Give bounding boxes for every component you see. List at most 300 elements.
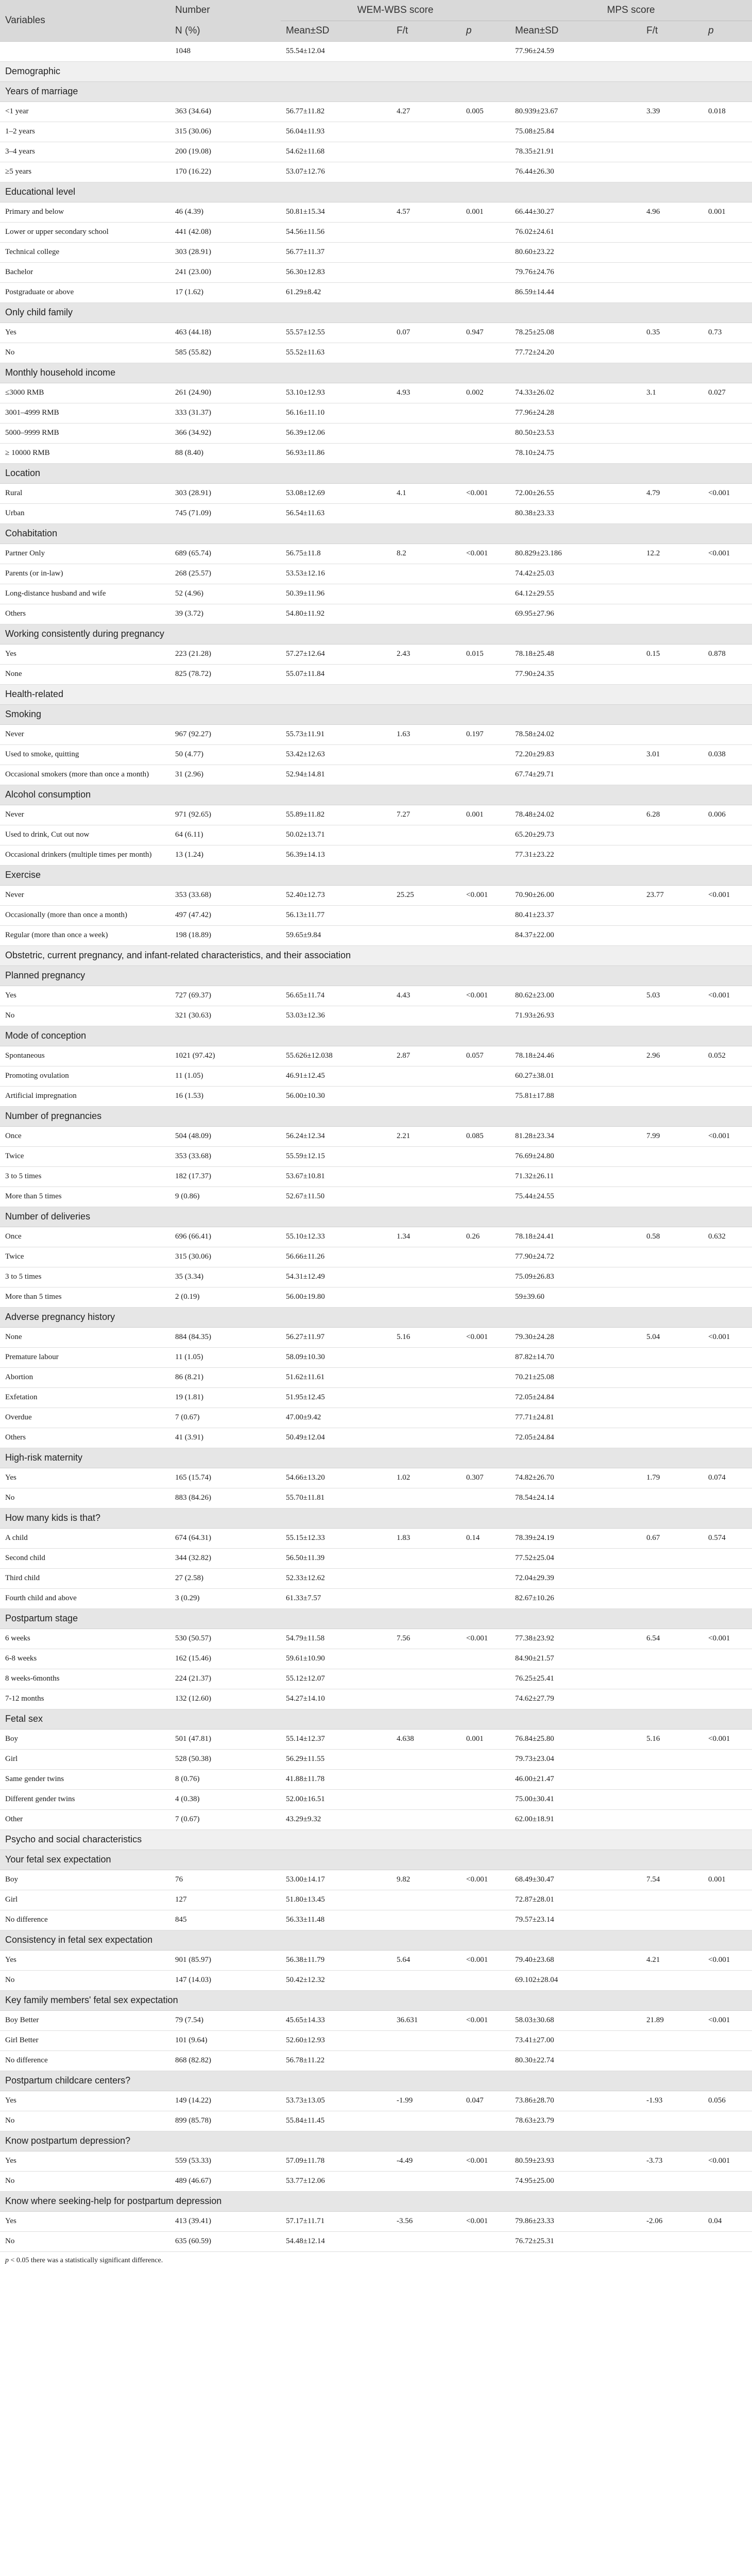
cell-mps-f-t	[641, 122, 703, 142]
table-row	[0, 1809, 752, 1829]
footnote-text: < 0.05 there was a statistically significant difference.	[9, 2256, 163, 2264]
table-row	[0, 483, 752, 503]
cell-wem-f-t: -1.99	[397, 2096, 413, 2105]
cell-variable: Same gender twins	[5, 1775, 64, 1783]
table-row	[0, 1166, 752, 1187]
table-row	[0, 1729, 752, 1749]
table-row	[0, 2091, 752, 2111]
cell-wem-f-t: 1.02	[397, 1473, 411, 1482]
cell-n-percent: 88 (8.40)	[175, 449, 203, 457]
header-mps-p-symbol: p	[708, 25, 714, 36]
table-row	[0, 1890, 752, 1910]
cell-mps-f-t	[641, 162, 703, 182]
cell-n-percent: 463 (44.18)	[175, 328, 211, 336]
cell-variable: No	[5, 1976, 15, 1984]
table-row	[0, 584, 752, 604]
table-row	[0, 986, 752, 1006]
table-row	[0, 1528, 752, 1548]
cell-variable: Different gender twins	[5, 1795, 75, 1803]
cell-n-percent: 86 (8.21)	[175, 1373, 203, 1381]
cell-wem-mean-sd: 61.33±7.57	[286, 1594, 321, 1602]
subsection-label: High-risk maternity	[5, 1452, 83, 1463]
cell-variable: None	[5, 670, 22, 678]
cell-mps-mean-sd: 80.829±23.186	[515, 549, 562, 557]
cell-mps-mean-sd: 79.73±23.04	[515, 1755, 554, 1763]
section-label: Demographic	[5, 66, 61, 76]
cell-mps-mean-sd: 78.18±25.48	[515, 650, 554, 658]
cell-mps-f-t: 23.77	[646, 891, 664, 899]
cell-wem-f-t	[391, 905, 461, 925]
cell-variable: Girl	[5, 1895, 18, 1904]
cell-mps-f-t: 3.39	[646, 107, 660, 115]
cell-n-percent: 261 (24.90)	[175, 388, 211, 397]
cell-wem-mean-sd: 56.77±11.82	[286, 107, 325, 115]
cell-wem-mean-sd: 53.10±12.93	[286, 388, 325, 397]
cell-wem-f-t	[391, 1006, 461, 1026]
table-row	[0, 1347, 752, 1367]
cell-wem-mean-sd: 56.39±12.06	[286, 429, 325, 437]
cell-wem-f-t	[391, 2231, 461, 2251]
cell-mps-mean-sd: 78.39±24.19	[515, 1534, 554, 1542]
cell-variable: Lower or upper secondary school	[5, 228, 109, 236]
cell-wem-p	[461, 765, 510, 785]
cell-wem-f-t	[391, 1649, 461, 1669]
cell-wem-mean-sd: 61.29±8.42	[286, 288, 321, 296]
table-row	[0, 1267, 752, 1287]
cell-wem-p	[461, 825, 510, 845]
cell-variable: Yes	[5, 991, 16, 999]
cell-wem-p	[461, 2111, 510, 2131]
cell-mps-mean-sd: 77.71±24.81	[515, 1413, 554, 1421]
cell-wem-mean-sd: 53.77±12.06	[286, 2177, 325, 2185]
cell-wem-f-t: 5.16	[397, 1333, 411, 1341]
subsection-header-row	[0, 1207, 752, 1227]
cell-wem-f-t	[391, 282, 461, 302]
cell-mps-f-t	[641, 1428, 703, 1448]
cell-wem-mean-sd: 55.89±11.82	[286, 810, 325, 819]
section-header-row	[0, 1829, 752, 1850]
cell-wem-mean-sd: 52.40±12.73	[286, 891, 325, 899]
cell-wem-p	[461, 604, 510, 624]
subsection-header-row	[0, 363, 752, 383]
cell-mps-f-t	[641, 845, 703, 865]
cell-mps-mean-sd: 81.28±23.34	[515, 1132, 554, 1140]
cell-mps-p	[703, 1066, 752, 1086]
cell-mps-mean-sd: 72.05±24.84	[515, 1393, 554, 1401]
cell-mps-mean-sd: 74.82±26.70	[515, 1473, 554, 1482]
cell-n-percent: 35 (3.34)	[175, 1273, 203, 1281]
subsection-header-row	[0, 1990, 752, 2010]
cell-n-percent: 353 (33.68)	[175, 891, 211, 899]
cell-mps-f-t: 3.01	[646, 750, 660, 758]
cell-mps-f-t	[641, 765, 703, 785]
cell-mps-f-t	[641, 1086, 703, 1106]
cell-mps-p	[703, 604, 752, 624]
cell-wem-f-t	[391, 1749, 461, 1769]
cell-wem-f-t	[391, 1187, 461, 1207]
cell-mps-p: 0.632	[708, 1232, 726, 1241]
cell-variable: Promoting ovulation	[5, 1072, 69, 1080]
cell-mps-p	[703, 1146, 752, 1166]
cell-wem-f-t	[391, 443, 461, 463]
cell-wem-mean-sd: 56.77±11.37	[286, 248, 325, 256]
cell-mps-p: 0.878	[708, 650, 726, 658]
cell-wem-f-t: 7.27	[397, 810, 411, 819]
subsection-label: How many kids is that?	[5, 1513, 101, 1523]
cell-n-percent: 303 (28.91)	[175, 248, 211, 256]
cell-wem-f-t	[391, 1408, 461, 1428]
cell-mps-mean-sd: 79.76±24.76	[515, 268, 554, 276]
cell-n-percent: 689 (65.74)	[175, 549, 211, 557]
subsection-label: Consistency in fetal sex expectation	[5, 1935, 153, 1945]
table-row	[0, 805, 752, 825]
cell-wem-mean-sd: 54.27±14.10	[286, 1694, 325, 1703]
cell-wem-p	[461, 2030, 510, 2050]
cell-variable: Exfetation	[5, 1393, 38, 1401]
cell-mps-mean-sd: 78.18±24.46	[515, 1052, 554, 1060]
cell-mps-f-t	[641, 1166, 703, 1187]
cell-wem-p	[461, 41, 510, 61]
cell-wem-f-t: 1.34	[397, 1232, 411, 1241]
cell-mps-p: 0.074	[708, 1473, 726, 1482]
cell-wem-p: 0.307	[466, 1473, 484, 1482]
cell-wem-f-t	[391, 1568, 461, 1588]
cell-n-percent: 224 (21.37)	[175, 1674, 211, 1683]
cell-mps-mean-sd: 74.95±25.00	[515, 2177, 554, 2185]
subsection-header-row	[0, 624, 752, 644]
table-row	[0, 1287, 752, 1307]
cell-wem-mean-sd: 53.67±10.81	[286, 1172, 325, 1180]
footnote-p-symbol: p	[5, 2256, 9, 2264]
cell-mps-mean-sd: 75.08±25.84	[515, 127, 554, 135]
table-row	[0, 1910, 752, 1930]
cell-mps-mean-sd: 84.90±21.57	[515, 1654, 554, 1663]
footnote	[0, 2252, 752, 2265]
cell-wem-f-t	[391, 1387, 461, 1408]
cell-mps-mean-sd: 60.27±38.01	[515, 1072, 554, 1080]
cell-mps-mean-sd: 68.49±30.47	[515, 1875, 554, 1884]
subsection-header-row	[0, 81, 752, 101]
cell-mps-p	[703, 443, 752, 463]
cell-variable: Urban	[5, 509, 25, 517]
cell-variable: Yes	[5, 328, 16, 336]
cell-mps-f-t	[641, 1347, 703, 1367]
cell-wem-f-t	[391, 1488, 461, 1508]
table-row	[0, 101, 752, 122]
cell-variable: Boy Better	[5, 2016, 39, 2024]
header-wem-wbs-group: WEM-WBS score	[281, 0, 510, 21]
cell-mps-f-t	[641, 1287, 703, 1307]
cell-mps-f-t	[641, 1588, 703, 1608]
cell-n-percent: 11 (1.05)	[175, 1353, 203, 1361]
table-row	[0, 343, 752, 363]
cell-mps-mean-sd: 72.87±28.01	[515, 1895, 554, 1904]
cell-mps-mean-sd: 72.05±24.84	[515, 1433, 554, 1442]
cell-variable: Never	[5, 730, 24, 738]
cell-mps-p	[703, 765, 752, 785]
cell-mps-p: <0.001	[708, 2016, 730, 2024]
cell-mps-f-t	[641, 664, 703, 684]
cell-mps-f-t	[641, 2231, 703, 2251]
cell-mps-f-t	[641, 1809, 703, 1829]
section-label: Obstetric, current pregnancy, and infant-related characteristics, and their association	[5, 950, 351, 960]
section-label: Psycho and social characteristics	[5, 1834, 142, 1844]
header-n-percent: N (%)	[175, 25, 200, 36]
cell-wem-mean-sd: 59.65±9.84	[286, 931, 321, 939]
cell-variable: Occasional drinkers (multiple times per month)	[5, 851, 152, 859]
table-row	[0, 1006, 752, 1026]
table-row	[0, 1146, 752, 1166]
cell-mps-p	[703, 1347, 752, 1367]
table-row	[0, 1588, 752, 1608]
cell-wem-mean-sd: 54.79±11.58	[286, 1634, 325, 1642]
cell-mps-p	[703, 2111, 752, 2131]
cell-n-percent: 884 (84.35)	[175, 1333, 211, 1341]
cell-wem-p: 0.001	[466, 1735, 484, 1743]
cell-n-percent: 366 (34.92)	[175, 429, 211, 437]
table-row	[0, 41, 752, 61]
table-row	[0, 564, 752, 584]
cell-wem-mean-sd: 56.38±11.79	[286, 1956, 325, 1964]
cell-mps-f-t	[641, 262, 703, 282]
subsection-label: Number of pregnancies	[5, 1111, 102, 1121]
cell-wem-p	[461, 1408, 510, 1428]
cell-wem-mean-sd: 56.13±11.77	[286, 911, 325, 919]
cell-wem-p	[461, 664, 510, 684]
cell-n-percent: 200 (19.08)	[175, 147, 211, 156]
cell-n-percent: 727 (69.37)	[175, 991, 211, 999]
cell-mps-mean-sd: 78.35±21.91	[515, 147, 554, 156]
cell-variable: No	[5, 1494, 15, 1502]
cell-wem-mean-sd: 59.61±10.90	[286, 1654, 325, 1663]
cell-mps-mean-sd: 80.50±23.53	[515, 429, 554, 437]
cell-mps-mean-sd: 75.09±26.83	[515, 1273, 554, 1281]
cell-wem-f-t	[391, 423, 461, 443]
cell-n-percent: 967 (92.27)	[175, 730, 211, 738]
cell-mps-p: <0.001	[708, 2157, 730, 2165]
subsection-header-row	[0, 785, 752, 805]
cell-variable: 1–2 years	[5, 127, 35, 135]
cell-mps-f-t	[641, 1910, 703, 1930]
cell-n-percent: 8 (0.76)	[175, 1775, 200, 1783]
subsection-header-row	[0, 2191, 752, 2211]
cell-wem-p	[461, 1387, 510, 1408]
table-row	[0, 1689, 752, 1709]
cell-mps-p: 0.027	[708, 388, 726, 397]
cell-wem-mean-sd: 50.42±12.32	[286, 1976, 325, 1984]
cell-wem-mean-sd: 56.75±11.8	[286, 549, 321, 557]
cell-wem-f-t	[391, 564, 461, 584]
cell-wem-mean-sd: 54.62±11.68	[286, 147, 325, 156]
cell-mps-mean-sd: 70.90±26.00	[515, 891, 554, 899]
table-row	[0, 443, 752, 463]
subsection-label: Fetal sex	[5, 1714, 43, 1724]
cell-wem-f-t	[391, 2050, 461, 2071]
cell-wem-p	[461, 282, 510, 302]
cell-n-percent: 901 (85.97)	[175, 1956, 211, 1964]
cell-wem-p: <0.001	[466, 2157, 488, 2165]
cell-mps-mean-sd: 66.44±30.27	[515, 208, 554, 216]
cell-wem-mean-sd: 57.27±12.64	[286, 650, 325, 658]
cell-wem-mean-sd: 52.00±16.51	[286, 1795, 325, 1803]
cell-wem-p	[461, 443, 510, 463]
cell-mps-p: 0.04	[708, 2217, 722, 2225]
cell-mps-mean-sd: 75.81±17.88	[515, 1092, 554, 1100]
cell-wem-mean-sd: 56.39±14.13	[286, 851, 325, 859]
cell-wem-mean-sd: 46.91±12.45	[286, 1072, 325, 1080]
cell-mps-f-t	[641, 1488, 703, 1508]
table-row	[0, 202, 752, 222]
cell-wem-f-t	[391, 1428, 461, 1448]
cell-wem-mean-sd: 50.39±11.96	[286, 589, 325, 598]
subsection-label: Postpartum stage	[5, 1613, 78, 1623]
cell-variable: 3001–4999 RMB	[5, 409, 59, 417]
cell-mps-f-t	[641, 925, 703, 945]
cell-n-percent: 241 (23.00)	[175, 268, 211, 276]
table-row	[0, 1870, 752, 1890]
cell-wem-mean-sd: 56.66±11.26	[286, 1252, 325, 1261]
cell-mps-p: <0.001	[708, 1132, 730, 1140]
cell-variable: More than 5 times	[5, 1293, 62, 1301]
cell-mps-mean-sd: 78.48±24.02	[515, 810, 554, 819]
cell-mps-mean-sd: 64.12±29.55	[515, 589, 554, 598]
table-row	[0, 825, 752, 845]
cell-wem-mean-sd: 55.54±12.04	[286, 47, 325, 55]
cell-mps-mean-sd: 65.20±29.73	[515, 831, 554, 839]
table-row	[0, 1367, 752, 1387]
cell-mps-f-t: 12.2	[646, 549, 660, 557]
cell-wem-mean-sd: 50.49±12.04	[286, 1433, 325, 1442]
cell-wem-p: <0.001	[466, 549, 488, 557]
cell-mps-f-t: 5.03	[646, 991, 660, 999]
cell-wem-p: 0.001	[466, 208, 484, 216]
cell-wem-p	[461, 1568, 510, 1588]
cell-mps-mean-sd: 78.63±23.79	[515, 2116, 554, 2125]
table-row	[0, 242, 752, 262]
cell-mps-f-t	[641, 1408, 703, 1428]
cell-wem-f-t: 4.57	[397, 208, 411, 216]
cell-wem-mean-sd: 56.24±12.34	[286, 1132, 325, 1140]
cell-mps-mean-sd: 74.42±25.03	[515, 569, 554, 578]
cell-wem-f-t: 4.638	[397, 1735, 414, 1743]
cell-mps-p	[703, 1187, 752, 1207]
cell-wem-f-t	[391, 2030, 461, 2050]
cell-wem-mean-sd: 55.84±11.45	[286, 2116, 325, 2125]
table-row	[0, 1649, 752, 1669]
cell-wem-mean-sd: 52.60±12.93	[286, 2036, 325, 2044]
header-row-1	[0, 0, 752, 21]
cell-wem-f-t	[391, 503, 461, 523]
table-row	[0, 845, 752, 865]
cell-variable: 6-8 weeks	[5, 1654, 37, 1663]
cell-mps-p: 0.018	[708, 107, 726, 115]
cell-wem-mean-sd: 54.66±13.20	[286, 1473, 325, 1482]
cell-mps-mean-sd: 77.38±23.92	[515, 1634, 554, 1642]
cell-variable: ≤3000 RMB	[5, 388, 44, 397]
cell-wem-mean-sd: 56.16±11.10	[286, 409, 325, 417]
cell-wem-p	[461, 1006, 510, 1026]
subsection-header-row	[0, 1709, 752, 1729]
header-wem-mean-sd: Mean±SD	[286, 25, 330, 36]
cell-wem-f-t: 1.83	[397, 1534, 411, 1542]
cell-wem-f-t	[391, 1669, 461, 1689]
cell-variable: More than 5 times	[5, 1192, 62, 1200]
table-header	[0, 0, 752, 41]
section-header-row	[0, 684, 752, 704]
cell-mps-mean-sd: 79.30±24.28	[515, 1333, 554, 1341]
cell-mps-p	[703, 423, 752, 443]
cell-n-percent: 198 (18.89)	[175, 931, 211, 939]
cell-wem-f-t	[391, 1588, 461, 1608]
cell-mps-f-t	[641, 1649, 703, 1669]
header-variables: Variables	[5, 14, 45, 26]
cell-mps-mean-sd: 76.25±25.41	[515, 1674, 554, 1683]
cell-mps-f-t	[641, 41, 703, 61]
subsection-label: Alcohol consumption	[5, 789, 91, 800]
cell-mps-f-t: 6.54	[646, 1634, 660, 1642]
cell-wem-f-t: 7.56	[397, 1634, 411, 1642]
cell-mps-f-t: -2.06	[646, 2217, 663, 2225]
cell-variable: No	[5, 348, 15, 357]
cell-wem-p	[461, 1649, 510, 1669]
cell-variable	[0, 41, 170, 61]
cell-variable: Girl Better	[5, 2036, 39, 2044]
cell-mps-mean-sd: 80.41±23.37	[515, 911, 554, 919]
table-row	[0, 2231, 752, 2251]
cell-variable: Others	[5, 1433, 26, 1442]
table-row	[0, 544, 752, 564]
cell-wem-p	[461, 744, 510, 765]
cell-wem-p	[461, 2231, 510, 2251]
subsection-header-row	[0, 1106, 752, 1126]
table-row	[0, 1950, 752, 1970]
cell-mps-p: <0.001	[708, 1956, 730, 1964]
cell-wem-f-t	[391, 584, 461, 604]
cell-variable: None	[5, 1333, 22, 1341]
cell-mps-f-t	[641, 825, 703, 845]
cell-mps-mean-sd: 80.38±23.33	[515, 509, 554, 517]
cell-mps-p: 0.038	[708, 750, 726, 758]
cell-mps-p: 0.73	[708, 328, 722, 336]
subsection-label: Know postpartum depression?	[5, 2136, 131, 2146]
cell-wem-p: 0.057	[466, 1052, 484, 1060]
cell-n-percent: 149 (14.22)	[175, 2096, 211, 2105]
cell-wem-p: <0.001	[466, 1956, 488, 1964]
cell-mps-mean-sd: 73.41±27.00	[515, 2036, 554, 2044]
cell-mps-p	[703, 1689, 752, 1709]
cell-mps-p	[703, 1387, 752, 1408]
cell-variable: Once	[5, 1132, 22, 1140]
cell-mps-f-t: 4.79	[646, 489, 660, 497]
cell-mps-p	[703, 1006, 752, 1026]
cell-n-percent: 489 (46.67)	[175, 2177, 211, 2185]
cell-n-percent: 321 (30.63)	[175, 1011, 211, 1020]
cell-mps-mean-sd: 69.102±28.04	[515, 1976, 558, 1984]
cell-wem-f-t	[391, 604, 461, 624]
cell-wem-p	[461, 1669, 510, 1689]
cell-wem-mean-sd: 55.57±12.55	[286, 328, 325, 336]
cell-n-percent: 315 (30.06)	[175, 127, 211, 135]
cell-variable: Others	[5, 609, 26, 618]
cell-mps-f-t	[641, 724, 703, 744]
cell-wem-f-t	[391, 1890, 461, 1910]
cell-n-percent: 504 (48.09)	[175, 1132, 211, 1140]
table-row	[0, 2171, 752, 2191]
cell-mps-p	[703, 1247, 752, 1267]
cell-wem-f-t	[391, 262, 461, 282]
cell-wem-f-t: -4.49	[397, 2157, 413, 2165]
cell-wem-p	[461, 1749, 510, 1769]
